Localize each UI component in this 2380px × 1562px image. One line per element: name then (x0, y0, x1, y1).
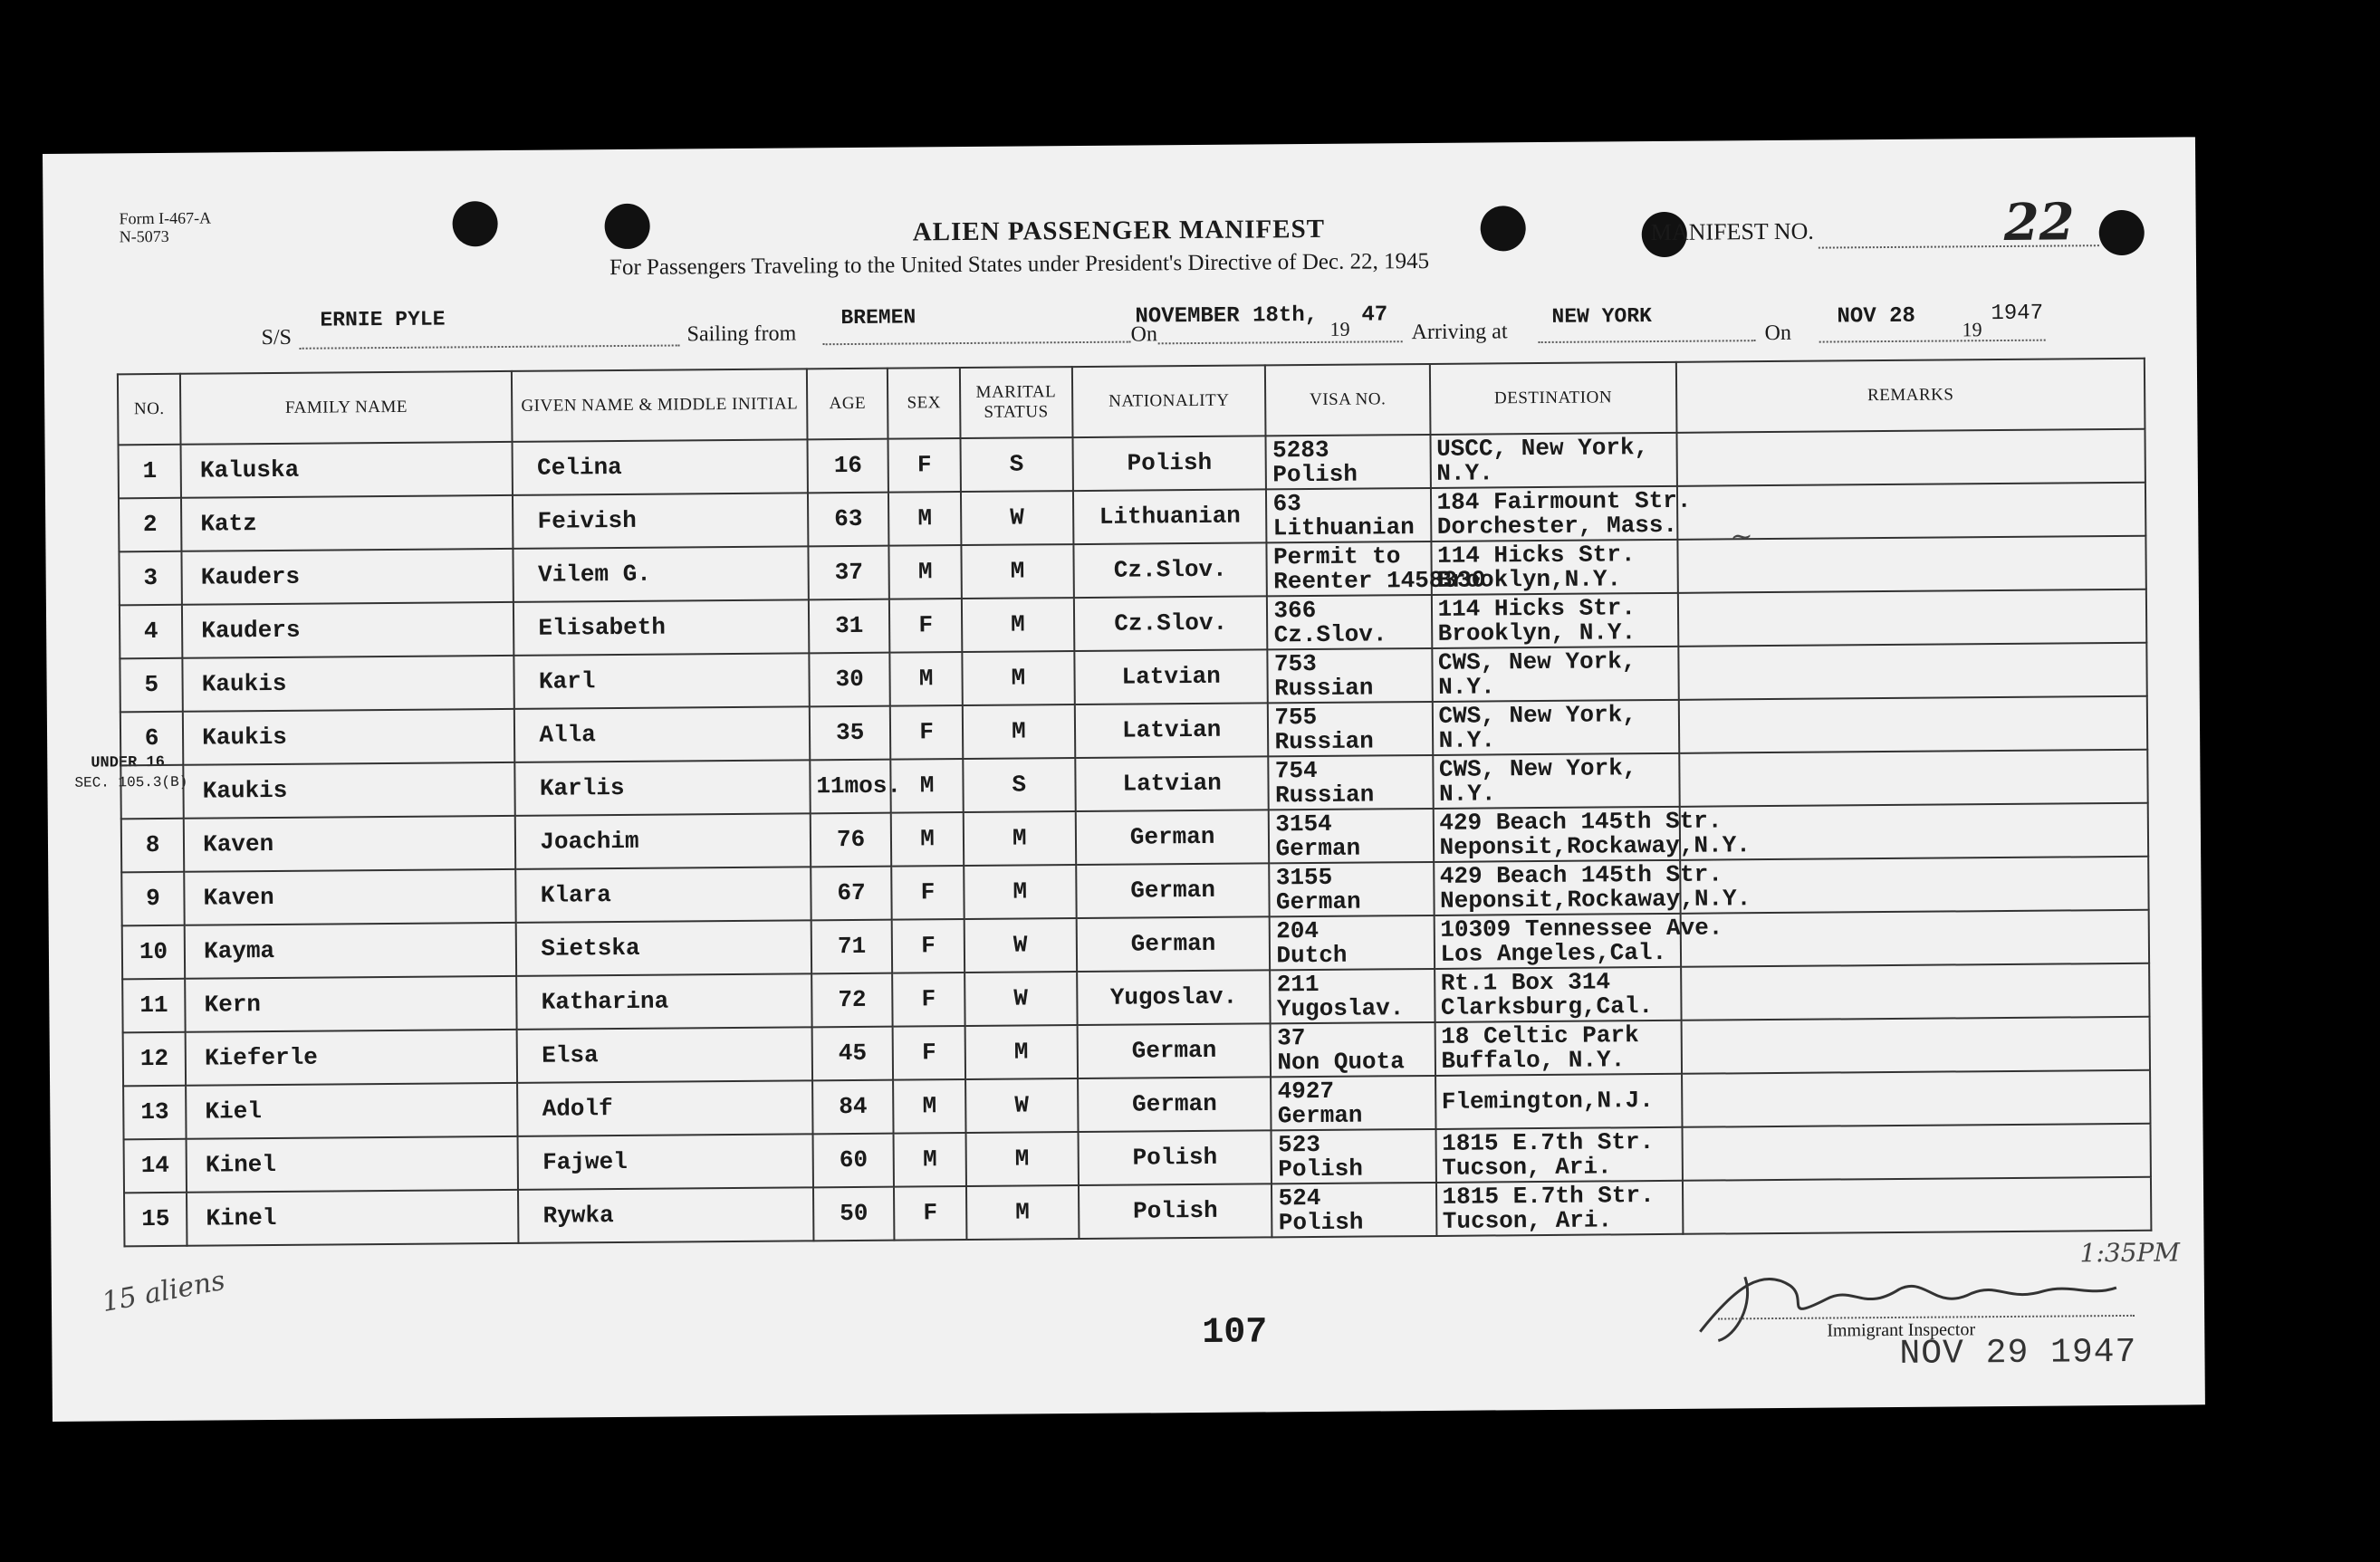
visa-quota: Yugoslav. (1276, 993, 1405, 1022)
punch-hole (1481, 206, 1526, 251)
marital-status: W (961, 491, 1074, 545)
family-name: Kaven (184, 816, 516, 872)
destination (1432, 700, 1679, 755)
age: 71 (811, 920, 893, 974)
row-no: 5 (120, 658, 183, 713)
visa-number: 753 (1273, 649, 1317, 677)
row-no: 10 (122, 925, 186, 980)
given-name: Katharina (517, 973, 812, 1030)
age: 60 (812, 1134, 894, 1188)
row-no: 15 (124, 1193, 187, 1247)
nationality: Latvian (1074, 649, 1268, 704)
inspection-time: 1:35PM (2079, 1237, 2181, 1269)
visa-no (1271, 1022, 1435, 1077)
visa-number: 366 (1273, 596, 1317, 624)
visa-no (1268, 648, 1433, 703)
visa-quota: Polish (1272, 460, 1358, 488)
age: 16 (807, 439, 888, 494)
marital-status: M (963, 811, 1076, 866)
manifest-sheet (43, 137, 2205, 1422)
age: 67 (811, 867, 892, 921)
visa-quota: German (1275, 834, 1361, 862)
destination-line1: 429 Beach 145th Str. (1439, 859, 1723, 890)
family-name: Kaukis (183, 762, 515, 819)
destination (1430, 486, 1692, 541)
sex: F (889, 599, 962, 653)
given-name: Elsa (517, 1027, 812, 1083)
form-number: Form I-467-A (119, 208, 212, 228)
destination (1431, 593, 1678, 648)
visa-quota: Cz.Slov. (1273, 619, 1387, 648)
age: 37 (808, 546, 889, 600)
col-header-destination: DESTINATION (1429, 362, 1676, 435)
visa-no (1269, 809, 1434, 863)
marital-status: M (964, 1025, 1078, 1079)
nationality: Polish (1079, 1183, 1272, 1239)
manifest-label: MANIFEST NO. (1650, 217, 1814, 246)
visa-quota: Russian (1274, 726, 1374, 755)
destination (1434, 913, 1723, 969)
destination-line2: Neponsit,Rockaway,N.Y. (1439, 830, 1751, 861)
nationality: Cz.Slov. (1073, 542, 1267, 598)
destination-line1: 18 Celtic Park (1441, 1021, 1639, 1050)
family-name: Kaukis (183, 656, 515, 712)
destination-line1: 114 Hicks Str. (1436, 540, 1636, 570)
visa-number: 3155 (1275, 863, 1333, 891)
destination-line1: 1815 E.7th Str. (1442, 1181, 1655, 1211)
nationality: German (1076, 810, 1270, 865)
row-no: 2 (119, 498, 182, 552)
form-code: N-5073 (119, 226, 169, 246)
nationality: Latvian (1075, 703, 1269, 758)
visa-no (1266, 435, 1431, 489)
remarks (1682, 1070, 2150, 1127)
row-no: 14 (124, 1139, 187, 1193)
nationality: German (1076, 863, 1270, 918)
arriving-label: Arriving at (1411, 320, 1508, 345)
family-name: Kinel (187, 1190, 519, 1246)
destination-line2: Neponsit,Rockaway,N.Y. (1439, 884, 1751, 915)
sailing-line (823, 341, 1131, 346)
age: 45 (811, 1027, 893, 1081)
sex: F (888, 438, 961, 493)
destination-line1: 184 Fairmount Str. (1436, 486, 1692, 516)
arrival-year-prefix: 19 (1962, 318, 1982, 341)
visa-quota: Russian (1274, 673, 1374, 702)
punch-hole (452, 201, 497, 246)
nationality: German (1077, 1023, 1271, 1078)
sailing-year-prefix: 19 (1329, 317, 1350, 340)
nationality: Latvian (1075, 756, 1269, 811)
under16-note-line1: UNDER 16 (91, 753, 165, 772)
remarks (1678, 643, 2146, 700)
visa-no (1270, 862, 1435, 916)
nationality: Polish (1072, 436, 1266, 491)
destination-line1: CWS, New York, (1438, 700, 1636, 730)
arrival-date: NOV 28 (1837, 303, 1915, 330)
visa-number: 524 (1278, 1183, 1321, 1212)
under16-note-line2: SEC. 105.3(B) (74, 773, 188, 791)
handwritten-remarks: ~ (1730, 521, 1753, 553)
visa-quota: Non Quota (1277, 1047, 1405, 1076)
on-label: On (1130, 322, 1158, 347)
marital-status: W (965, 1078, 1079, 1133)
visa-no (1269, 755, 1434, 810)
marital-status: M (963, 704, 1076, 759)
age: 31 (809, 599, 890, 654)
marital-status: W (964, 918, 1077, 973)
family-name: Kauders (182, 549, 514, 605)
visa-no (1268, 702, 1433, 756)
visa-quota: Reenter 1458330 (1273, 566, 1486, 595)
arriving-line (1539, 340, 1756, 343)
sex: F (893, 973, 965, 1027)
inspector-label: Immigrant Inspector (1827, 1319, 1976, 1341)
visa-no (1272, 1129, 1436, 1183)
destination-line2: Tucson, Ari. (1442, 1205, 1613, 1235)
visa-number: Permit to (1272, 541, 1401, 570)
remarks (1678, 589, 2146, 647)
marital-status: M (965, 1132, 1079, 1186)
visa-number: 3154 (1275, 810, 1332, 838)
col-header-visa-no: VISA NO. (1265, 364, 1430, 436)
nationality: Cz.Slov. (1074, 596, 1268, 651)
nationality: Lithuanian (1073, 489, 1267, 544)
col-header-sex: SEX (888, 368, 960, 439)
marital-status: M (962, 598, 1075, 652)
page-subtitle: For Passengers Traveling to the United States under President's Directive of Dec. 22, 1945 (609, 248, 1430, 281)
visa-number: 523 (1277, 1130, 1321, 1158)
family-name: Kaluska (181, 442, 513, 498)
given-name: Rywka (518, 1187, 813, 1243)
sailing-date-line (1158, 340, 1403, 344)
visa-quota: Lithuanian (1272, 513, 1415, 541)
col-header-no: NO. (118, 374, 181, 446)
visa-number: 755 (1274, 703, 1318, 731)
arrival-on-label: On (1764, 321, 1792, 346)
family-name: Kieferle (186, 1030, 518, 1086)
age: 35 (810, 706, 891, 761)
destination-line1: CWS, New York, (1438, 753, 1637, 783)
visa-number: 754 (1274, 756, 1318, 784)
marital-status: M (964, 865, 1077, 919)
visa-no (1266, 488, 1431, 542)
marital-status: W (964, 972, 1078, 1026)
visa-no (1272, 1076, 1436, 1130)
destination (1435, 1074, 1683, 1129)
given-name: Klara (516, 867, 811, 923)
sex: M (890, 652, 963, 706)
col-header-age: AGE (807, 369, 888, 440)
age: 84 (812, 1080, 894, 1135)
visa-number: 4927 (1277, 1077, 1335, 1105)
row-no: 3 (119, 551, 182, 606)
destination-line1: USCC, New York, (1436, 433, 1649, 463)
given-name: Karl (514, 653, 810, 709)
given-name: Karlis (515, 760, 811, 816)
family-name: Kaukis (183, 709, 515, 765)
destination-line2: N.Y. (1436, 458, 1493, 487)
sex: M (889, 545, 962, 599)
sex: F (894, 1186, 966, 1241)
family-name: Kaven (184, 869, 516, 925)
given-name: Elisabeth (513, 599, 809, 656)
sailing-year: 47 (1361, 302, 1388, 328)
nationality: Polish (1078, 1130, 1272, 1185)
destination-line2: Tucson, Ari. (1442, 1152, 1612, 1182)
visa-no (1272, 1183, 1436, 1237)
visa-number: 63 (1272, 489, 1301, 517)
given-name: Celina (513, 439, 808, 495)
given-name: Joachim (515, 813, 811, 869)
visa-no (1267, 541, 1486, 596)
ship-line (300, 344, 680, 349)
arrival-year: 1947 (1991, 301, 2044, 327)
ship-label: S/S (261, 325, 293, 350)
nationality: German (1077, 916, 1271, 972)
sex: F (892, 866, 964, 920)
family-name: Kinel (187, 1136, 519, 1193)
margin-note: 15 aliens (99, 1264, 228, 1319)
row-no: 8 (121, 819, 185, 873)
given-name: Feivish (513, 493, 808, 549)
destination-line1: Rt.1 Box 314 (1440, 967, 1611, 997)
punch-hole (604, 204, 649, 249)
sex: M (894, 1133, 966, 1187)
col-header-family-name: FAMILY NAME (180, 371, 513, 445)
row-no: 11 (122, 979, 186, 1033)
visa-quota: German (1277, 1101, 1363, 1129)
visa-number: 5283 (1272, 436, 1329, 464)
destination (1435, 1021, 1682, 1076)
destination (1434, 859, 1751, 915)
sailing-from: BREMEN (840, 305, 916, 331)
arriving-at: NEW YORK (1551, 304, 1652, 329)
row-no: 9 (121, 872, 185, 926)
destination (1433, 753, 1680, 809)
row-no: 1 (119, 445, 182, 499)
page-title: ALIEN PASSENGER MANIFEST (912, 214, 1326, 247)
sailing-date: NOVEMBER 18th, (1135, 302, 1319, 330)
family-name: Kauders (182, 602, 514, 658)
punch-hole (2099, 210, 2145, 255)
remarks (1683, 1177, 2151, 1234)
sex: F (890, 705, 963, 760)
visa-no (1271, 969, 1435, 1023)
sex: M (888, 492, 961, 546)
marital-status: S (963, 758, 1076, 812)
visa-quota: Dutch (1276, 941, 1348, 969)
destination (1431, 540, 1678, 595)
destination-line2: Brooklyn, N.Y. (1437, 618, 1636, 647)
remarks (1681, 910, 2149, 967)
age: 50 (813, 1187, 895, 1241)
destination (1433, 806, 1751, 862)
remarks (1677, 429, 2145, 486)
destination-line2: Brooklyn,N.Y. (1437, 564, 1622, 594)
sex: F (892, 919, 964, 973)
visa-number: 37 (1277, 1023, 1306, 1051)
row-no: 12 (123, 1032, 187, 1087)
given-name: Adolf (517, 1080, 812, 1136)
destination (1436, 1181, 1684, 1236)
destination-line2: N.Y. (1438, 725, 1496, 754)
marital-status: M (966, 1185, 1080, 1240)
date-stamp: NOV 29 1947 (1899, 1332, 2137, 1374)
remarks (1682, 1017, 2150, 1074)
sex: M (893, 1079, 965, 1134)
age: 72 (811, 973, 893, 1028)
family-name: Kayma (185, 923, 517, 979)
row-no: 4 (120, 605, 183, 659)
destination-line2: Dorchester, Mass. (1436, 511, 1678, 541)
given-name: Sietska (516, 920, 811, 976)
visa-quota: Polish (1278, 1155, 1364, 1183)
remarks (1679, 750, 2147, 807)
visa-quota: Russian (1274, 780, 1375, 809)
destination-line1: 114 Hicks Str. (1437, 593, 1636, 623)
col-header-nationality: NATIONALITY (1072, 365, 1266, 437)
visa-number: 211 (1276, 970, 1320, 998)
manifest-number: 22 (2003, 192, 2075, 253)
page-number: 107 (1202, 1312, 1268, 1354)
destination-line2: N.Y. (1438, 672, 1495, 701)
family-name: Kiel (186, 1083, 518, 1139)
age: 11mos. (810, 760, 891, 814)
destination-line2: Clarksburg,Cal. (1440, 992, 1654, 1021)
destination-line2: N.Y. (1439, 779, 1496, 808)
remarks (1679, 696, 2147, 753)
given-name: Alla (514, 706, 810, 762)
visa-no (1267, 595, 1432, 649)
col-header-given-name: GIVEN NAME & MIDDLE INITIAL (512, 369, 807, 442)
col-header-remarks: REMARKS (1676, 359, 2145, 433)
remarks (1681, 963, 2149, 1021)
visa-number: 204 (1276, 916, 1320, 944)
age: 76 (811, 813, 892, 867)
destination-line1: 429 Beach 145th Str. (1439, 806, 1723, 837)
marital-status: M (961, 544, 1074, 599)
sex: F (893, 1026, 965, 1080)
given-name: Fajwel (518, 1134, 813, 1190)
age: 30 (809, 653, 890, 707)
destination (1430, 433, 1677, 488)
col-header-marital-status: MARITAL STATUS (960, 367, 1073, 438)
age: 63 (808, 493, 889, 547)
destination-line2: Buffalo, N.Y. (1441, 1045, 1626, 1075)
nationality: German (1078, 1077, 1272, 1132)
ship-name: ERNIE PYLE (320, 307, 446, 332)
marital-status: M (962, 651, 1075, 705)
destination (1435, 967, 1682, 1022)
remarks (1683, 1124, 2151, 1181)
row-no: 6 (120, 712, 184, 766)
nationality: Yugoslav. (1077, 970, 1271, 1025)
sailing-label: Sailing from (686, 321, 797, 347)
destination (1432, 647, 1679, 702)
destination (1435, 1127, 1683, 1183)
arrival-date-line (1819, 340, 2046, 343)
visa-quota: Polish (1278, 1208, 1364, 1236)
row-no (120, 765, 184, 819)
given-name: Vilem G. (513, 546, 809, 602)
visa-quota: German (1275, 887, 1361, 915)
row-no: 13 (123, 1086, 187, 1140)
destination-line1: 1815 E.7th Str. (1442, 1127, 1655, 1157)
family-name: Kern (185, 976, 517, 1032)
destination-line1: 10309 Tennessee Ave. (1440, 913, 1723, 944)
marital-status: S (960, 437, 1073, 492)
visa-no (1270, 915, 1435, 970)
sex: M (891, 812, 964, 867)
destination-line2: Los Angeles,Cal. (1440, 938, 1667, 968)
sex: M (891, 759, 964, 813)
destination-line1: Flemington,N.J. (1441, 1087, 1654, 1116)
family-name: Katz (181, 495, 513, 551)
destination-line1: CWS, New York, (1437, 647, 1636, 676)
passenger-table (117, 358, 2153, 1248)
